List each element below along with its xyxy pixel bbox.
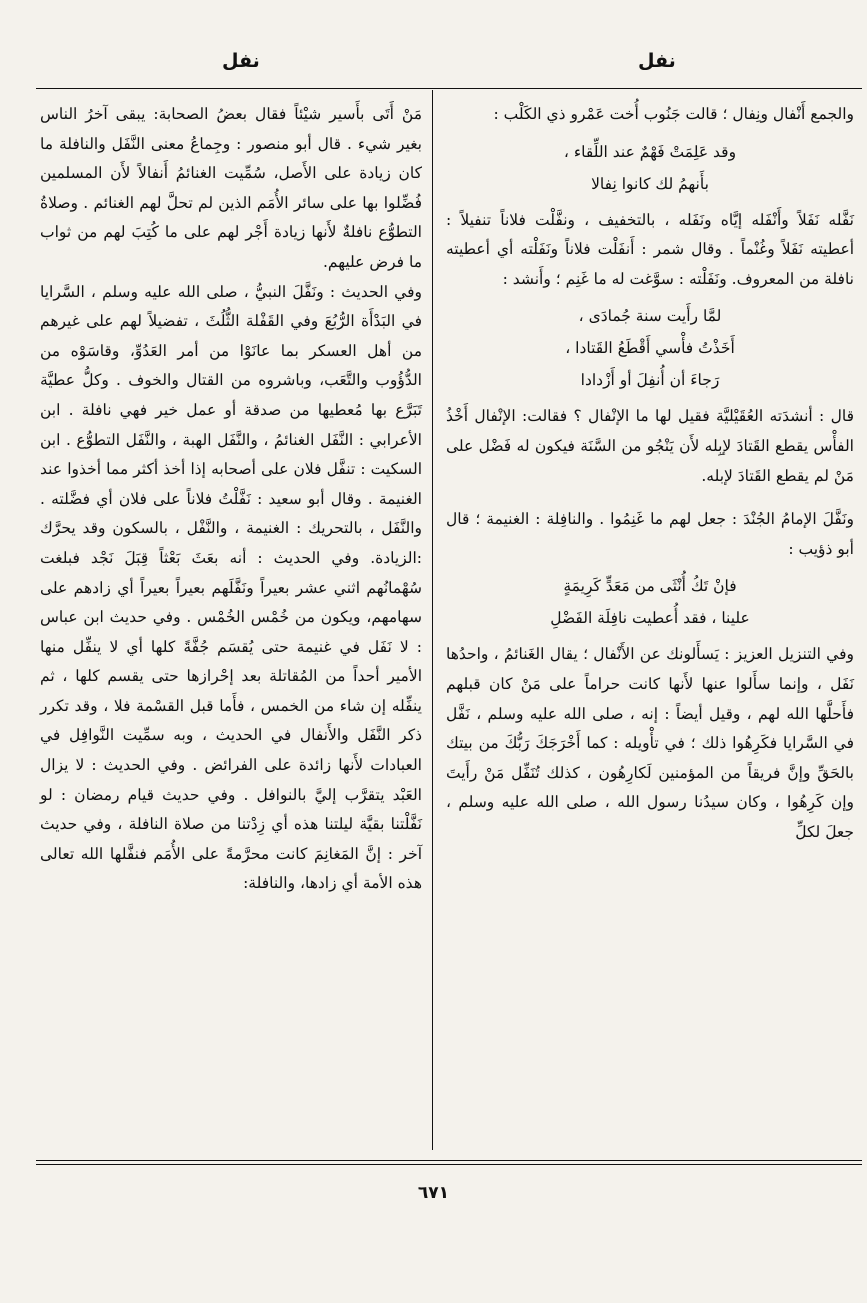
verse: [446, 136, 854, 200]
paragraph: ونَفَّلَ الإمامُ الجُنْدَ : جعل لهم ما غَنِمُوا . والنافِلة : الغنيمة ؛ قال أبو ذؤيب :: [446, 510, 854, 558]
verse: [446, 300, 854, 396]
verse-line: وقد عَلِمَتْ فَهْمٌ عند اللِّقاء ،: [563, 142, 737, 161]
bottom-rule: [36, 1160, 862, 1161]
right-column: [446, 100, 854, 848]
page-number: ٦٧١: [417, 1183, 450, 1203]
verse-line: لمَّا رأَيت سنة جُمادَى ،: [578, 307, 722, 326]
paragraph: نَفَّله نَفَلاً وأَنْفَله إيَّاه ونَفَله ، بالتخفيف ، ونفَّلْت فلاناً تنفيلاً : أعطيته نَفَلاً وغُنْماً . وقال شمر : أَنفَلْت فلاناً ونَفَلْته أي أعطيته نافلة من المعروف. ونَفَلْته : سوَّغت له ما غَنِم ؛ وأَنشد :: [446, 210, 854, 288]
verse-line: علينا ، فقد أُعطيت نافِلَة الفَضْلِ: [550, 609, 750, 628]
verse-line: فإنْ تَكُ أُنْثَى من مَعَدٍّ كَرِيمَةٍ: [563, 577, 737, 596]
paragraph: قال : أنشدَته العُقَيْليَّة فقيل لها ما الإنْفال ؟ فقالت: الإنْفال أَخْذُ الفأْس يقطع القَتادَ لإبِله لأَن يَنْجُو من السَّنَة فيكون له فَضْل على مَنْ لم يقطع القَتادَ لإبله.: [446, 407, 854, 485]
verse-line: بأَنهمُ لك كانوا نِفالا: [591, 174, 709, 193]
paragraph: وفي التنزيل العزيز : يَسأَلونك عن الأَنْفال ؛ يقال الغَنائمُ ، واحدُها نَفَل ، وإنما سأَلوا عنها لأَنها كانت حراماً على مَنْ كان قبلهم فأَحلَّها الله لهم ، وقيل أيضاً : إنه ، صلى الله عليه وسلم ، نَفَّل في السَّرايا فكَرِهُوا ذلك ؛ في تأْويله : كما أَخْرَجَكَ رَبُّكَ من بيتك بالحَقِّ وإنَّ فريقاً من المؤمنين لَكارِهُون ، كذلك تُنَفِّل مَنْ رأَيتَ وإن كَرِهُوا ، وكان سيدُنا رسول الله ، صلى الله عليه وسلم ، جعلَ لكلِّ: [446, 645, 854, 841]
paragraph: وفي الحديث : ونَفَّلَ النبيُّ ، صلى الله عليه وسلم ، السَّرايا في البَدْأَة الرُّبُعَ وفي القَفْلة الثُّلُثَ ، تفضيلاً لهم على غيرهم من أهل العسكر بما عانَوْا من أمر العَدُوِّ، وقاسَوْه من الدُّؤُوب والتَّعَب، وباشروه من القتال والخوف . وكلُّ عطيَّة تَبَرَّع بها مُعطيها من صدقة أو عمل خير فهي نافلة . ابن الأعرابي : النَّفَل الغنائمُ ، والنَّفَل الهبة ، والنَّفَل التطوُّع . ابن السكيت : تنفَّل فلان على أصحابه إذا أخذ أكثر مما أخذوا عند الغنيمة . وقال أبو سعيد : نَفَّلْتُ فلاناً على فلان أي فضَّلته . والنَّفَل ، بالتحريك : الغنيمة ، والنَّفْل ، بالسكون وقد يحرَّك :الزيادة. وفي الحديث : أنه بعَثَ بَعْثاً قِبَلَ نَجْد فبلغت سُهْمانُهم اثني عشر بعيراً ونَفَّلَهم بعيراً بعيراً أي زادهم على سهامهم، ويكون من خُمْس الخُمْس . وفي حديث ابن عباس : لا نَفَل في غنيمة حتى يُقسَم جُفَّةً كلها أي لا ينفِّل منها الأمير أحداً من المُقاتلة بعد إحْرازها حتى يقسم كلها ، ثم ينفِّله إن شاء من الخمس ، فأَما قبل القسْمة فلا ، وقد تكرر ذكر النَّفَل والأَنفال في الحديث ، وبه سمِّيت النَّوافِل في العبادات لأَنها زائدة على الفرائض . وفي الحديث : لا يزال العَبْد يتقرَّب إليَّ بالنوافل . وفي حديث قيام رمضان : لو نَفَّلْتنا بقيَّة ليلتنا هذه أي زِدْتنا من صلاة النافلة ، وفي حديث آخر : إنَّ المَغانِمَ كانت محرَّمةً على الأُمَم فنفَّلها الله تعالى هذه الأمة أي زادها، والنافلة:: [40, 282, 422, 893]
paragraph: مَنْ أَتَى بأَسير شيْئاً فقال بعضُ الصحابة: يبقى آخرُ الناس بغير شيء . قال أبو منصور : وجِماعُ معنى النَّفَل والنافلة ما كان زيادة على الأَصل، سُمِّيت الغنائمُ أَنفالاً لأَن المسلمين فُضِّلوا بها على سائر الأُمَم الذين لم تحلَّ لهم الغنائم . وصلاةُ التطوُّع نافلةٌ لأَنها زيادة أَجْر لهم على ما كُتِبَ لهم من ثواب ما فرض عليهم.: [40, 105, 422, 271]
paragraph: والجمع أَنْفال ونِفال ؛ قالت جَنُوب أُخت عَمْرو ذي الكَلْب :: [493, 105, 854, 123]
verse-line: رَجاءَ أن أُنفِلَ أو أَزْدادا: [580, 371, 720, 390]
column-divider: [432, 90, 433, 1150]
left-column: [40, 100, 422, 899]
running-header-left: نفل: [222, 50, 260, 72]
top-rule: [36, 88, 862, 89]
running-header-right: نفل: [638, 50, 676, 72]
bottom-rule-double: [36, 1164, 862, 1165]
verse: [446, 570, 854, 634]
verse-line: أَخَذْتُ فأْسي أَقْطَعُ القَتادا ،: [565, 339, 735, 358]
